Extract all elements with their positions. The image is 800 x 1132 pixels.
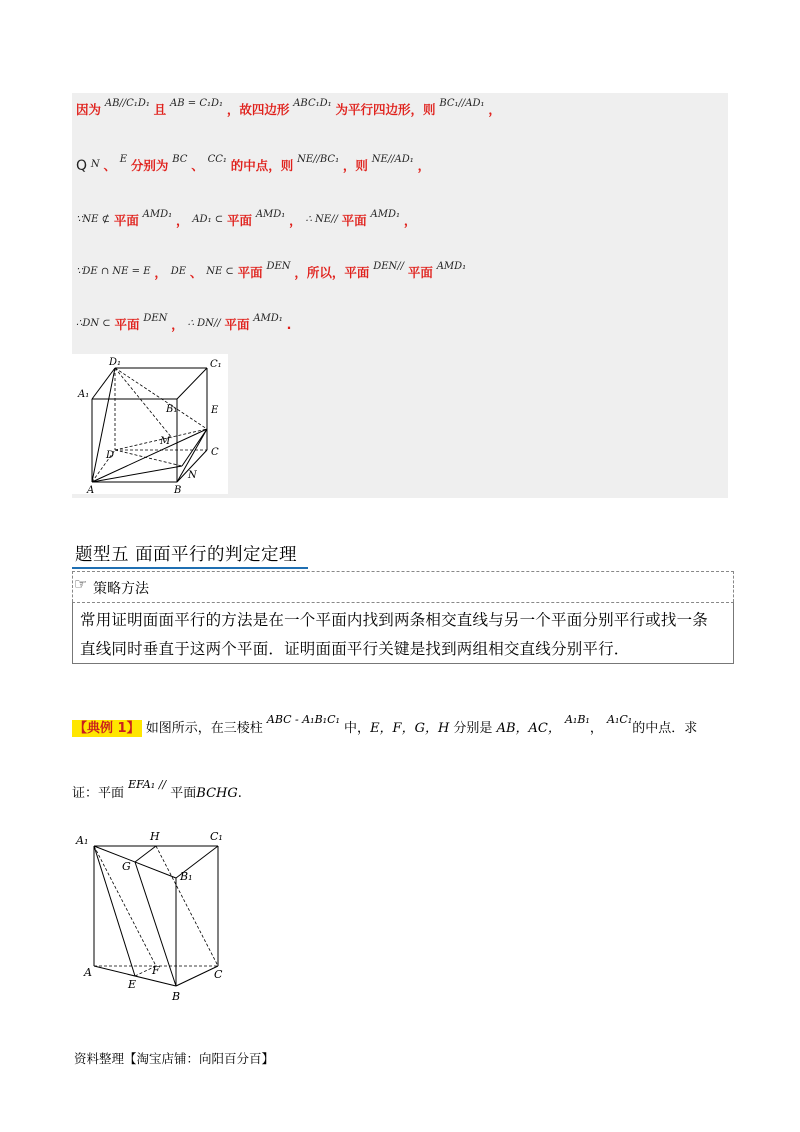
text: ，: [289, 213, 302, 228]
cube-figure: [72, 354, 228, 494]
math: AMD₁: [142, 209, 173, 220]
text: ，: [417, 158, 431, 173]
solution-line-1: [76, 100, 501, 118]
text: 、: [103, 158, 116, 173]
math: A₁C₁: [607, 713, 633, 726]
text: ，所以，平面: [294, 265, 370, 280]
math: NE//AD₁: [371, 154, 414, 165]
solution-line-4: [76, 263, 466, 281]
text: 且: [153, 102, 167, 117]
text: ，: [175, 213, 189, 228]
text: 平面: [226, 213, 252, 228]
text: 平面: [170, 786, 197, 801]
text: ，: [488, 102, 501, 117]
math: DEN//: [373, 261, 405, 272]
label-B1: B₁: [166, 404, 178, 415]
math: E: [119, 154, 128, 165]
text: 如图所示，在三棱柱: [145, 721, 263, 736]
section-title: 题型五 面面平行的判定定理: [75, 545, 298, 565]
label-N: N: [188, 470, 197, 481]
label-C: C: [211, 447, 219, 458]
math: ∴ DN//: [187, 318, 221, 329]
text: 平面: [114, 317, 140, 332]
method-line-2: 直线同时垂直于这两个平面．证明面面平行关键是找到两组相交直线分别平行．: [80, 640, 630, 658]
text: ，故四边形: [226, 102, 290, 117]
label-A: A: [87, 485, 95, 494]
label-G: G: [122, 860, 131, 873]
therefore-symbol: Q: [76, 158, 88, 174]
text: 中，: [344, 721, 371, 736]
text: 平面: [237, 265, 263, 280]
text: 、: [189, 265, 203, 280]
text: .: [286, 317, 292, 332]
text: ，: [171, 317, 184, 332]
method-line-1: 常用证明面面平行的方法是在一个平面内找到两条相交直线与另一个平面分别平行或找一条: [80, 611, 709, 629]
text: 因为: [76, 102, 102, 117]
math: AMD₁: [370, 209, 400, 220]
label-D1: D₁: [109, 357, 122, 368]
text: 的中点．求: [632, 721, 698, 736]
label-C1: C₁: [210, 830, 223, 843]
math: ∵DE ∩ NE = E: [76, 266, 151, 277]
prism-diagram: [72, 826, 242, 1006]
math: AB//C₁D₁: [104, 98, 150, 109]
solution-line-2: [76, 156, 430, 174]
label-M: M: [160, 436, 171, 447]
strategy-label: 策略方法: [93, 581, 149, 597]
math: AD₁ ⊂: [192, 214, 224, 225]
label-D: D: [106, 450, 115, 461]
text: 平面: [341, 213, 367, 228]
math: ∴ NE//: [305, 214, 338, 225]
text: ，: [154, 265, 167, 280]
label-A1: A₁: [78, 389, 90, 400]
label-E: E: [211, 405, 219, 416]
math: DE: [170, 266, 187, 277]
math: AMD₁: [255, 209, 286, 220]
math: ∴DN ⊂: [76, 318, 111, 329]
math: BC: [172, 154, 188, 165]
example-line-1: [72, 713, 698, 736]
math: AB，AC，: [496, 721, 561, 736]
math: ABC₁D₁: [293, 98, 332, 109]
text: ，: [403, 213, 417, 228]
text: ，则: [342, 158, 368, 173]
label-C: C: [214, 968, 223, 981]
math: N: [90, 159, 100, 170]
label-B1: B₁: [180, 870, 193, 883]
label-H: H: [150, 830, 160, 843]
math: EFA₁ //: [128, 778, 167, 791]
math: DEN: [266, 261, 291, 272]
example-line-2: [72, 778, 242, 801]
footer-source: 资料整理【淘宝店铺：向阳百分百】: [74, 1051, 275, 1066]
math: ABC - A₁B₁C₁: [266, 713, 340, 726]
label-E: E: [128, 978, 137, 991]
math: NE//BC₁: [297, 154, 340, 165]
text: 、: [191, 158, 204, 173]
math: DEN: [143, 313, 168, 324]
math: AB = C₁D₁: [170, 98, 224, 109]
label-A: A: [84, 966, 92, 979]
label-C1: C₁: [210, 359, 222, 370]
text: 的中点，则: [230, 158, 294, 173]
text: 平面: [224, 317, 250, 332]
math: E，F，G，H: [370, 721, 450, 736]
math: BCHG: [196, 786, 238, 801]
label-F: F: [152, 964, 160, 977]
example-tag: 【典例 1】: [74, 721, 140, 736]
math: AMD₁: [253, 313, 283, 324]
cube-diagram: [72, 354, 228, 494]
text: 平面: [113, 213, 139, 228]
label-B: B: [174, 485, 182, 494]
math: CC₁: [207, 154, 227, 165]
title-underline: [72, 567, 308, 569]
solution-line-5: [76, 315, 291, 333]
strategy-header-box: [72, 571, 734, 602]
pointing-hand-icon: ☞: [74, 575, 88, 593]
math: BC₁//AD₁: [439, 98, 485, 109]
prism-figure: [72, 826, 242, 1006]
text: 证：平面: [72, 786, 125, 801]
text: 分别是: [449, 721, 497, 736]
math: AMD₁: [436, 261, 467, 272]
text: .: [237, 786, 242, 801]
label-B: B: [172, 990, 181, 1003]
text: 分别为: [130, 158, 169, 173]
math: A₁B₁: [564, 713, 590, 726]
math: NE ⊂: [206, 266, 234, 277]
text: ，: [589, 721, 603, 736]
label-A1: A₁: [76, 834, 89, 847]
text: 为平行四边形，则: [335, 102, 436, 117]
math: ∵NE ⊄: [76, 214, 110, 225]
solution-line-3: [76, 211, 416, 229]
text: 平面: [407, 265, 433, 280]
